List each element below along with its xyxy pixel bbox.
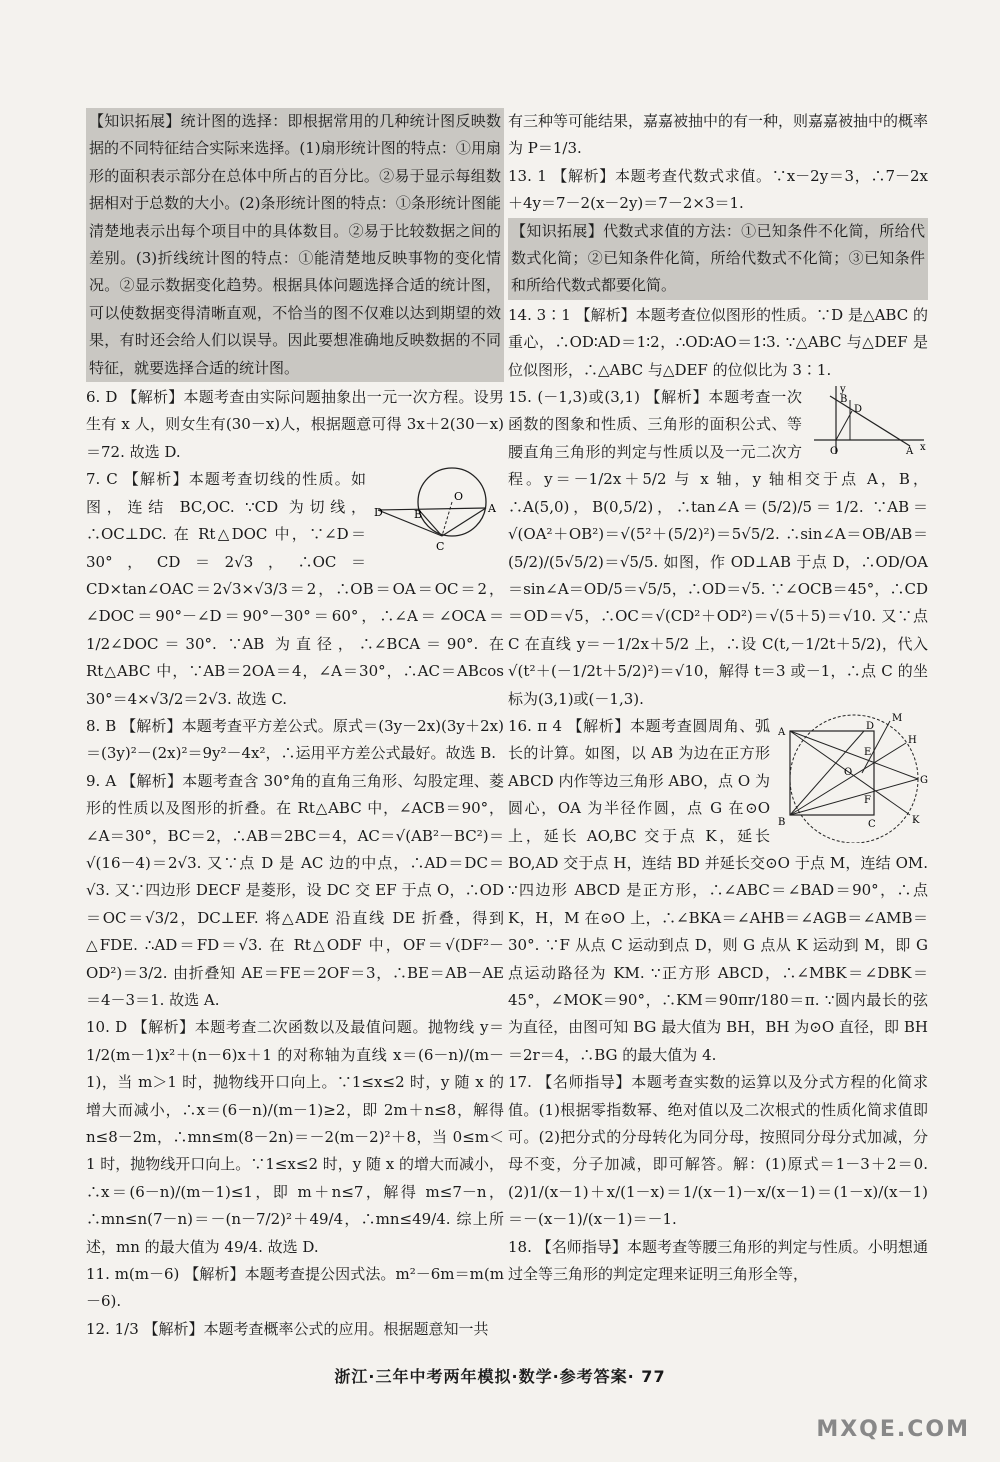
answer-7-text: 7. C 【解析】本题考查切线的性质。如图，连结 BC,OC. ∵CD 为切线，∴OC⊥DC. 在 Rt△DOC 中，∵∠D＝30°，CD＝2√3，∴OC＝CD×tan∠OAC＝2√3×√3/3＝2，∴OB＝OA＝OC＝2，∠DOC＝90°－∠D＝90°－30°＝60°，∴∠A＝∠OCA＝1/2∠DOC＝30°. ∵AB 为直径，∴∠BCA＝90°. 在 Rt△ABC 中，∵AB＝2OA＝4，∠A＝30°，∴AC＝ABcos 30°＝4×√3/2＝2√3. 故选 C. — [86, 470, 504, 708]
circle-tangent-figure — [374, 466, 504, 556]
fig7-label-a: A — [488, 502, 496, 516]
fig15-label-d: D — [854, 404, 863, 416]
knowledge-extension-stats: 【知识拓展】统计图的选择：即根据常用的几种统计图反映数据的不同特征结合实际来选择。(1)扇形统计图的特点：①用扇形的面积表示部分在总体中所占的百分比。②易于显示每组数据相对于总数的大小。(2)条形统计图的特点：①条形统计图能清楚地表示出每个项目中的具体数目。②易于比较数据之间的差别。(3)折线统计图的特点：①能清楚地反映事物的变化情况。②显示数据变化趋势。根据具体问题选择合适的统计图，可以使数据变得清晰直观，不恰当的图不仅难以达到期望的效果，有时还会给人们以误导。因此要想准确地反映数据的不同特征，就要选择合适的统计图。 — [86, 108, 504, 382]
watermark: MXQE.COM — [816, 1417, 970, 1442]
answer-15-text: 15. (－1,3)或(3,1) 【解析】本题考查一次函数的图象和性质、三角形的面积公式、等腰直角三角形的判定与性质以及一元二次方程。y＝－1/2x＋5/2 与 x 轴，y 轴相交于点 A，B，∴A(5,0)，B(0,5/2)，∴tan∠A＝(5/2)/5＝1/2. ∵AB＝√(OA²＋OB²)＝√(5²＋(5/2)²)＝5√5/2. ∴sin∠A＝OB/AB＝(5/2)/(5√5/2)＝√5/5. 如图，作 OD⊥AB 于点 D，∴OD/OA＝sin∠A＝OD/5＝√5/5，∴OD＝√5. ∵∠OCB＝45°，∴CD＝OD＝√5，∴OC＝√(CD²＋OD²)＝√(5＋5)＝√10. 又∵点 C 在直线 y＝－1/2x＋5/2 上，∴设 C(t,－1/2t＋5/2)，代入 √(t²＋(－1/2t＋5/2)²)＝√10，解得 t＝3 或－1，∴点 C 的坐标为(3,1)或(－1,3). — [508, 388, 928, 708]
answer-11: 11. m(m－6) 【解析】本题考查提公因式法。m²－6m＝m(m－6). — [86, 1265, 504, 1311]
fig15-label-a: A — [906, 446, 914, 458]
knowledge-extension-algebra: 【知识拓展】代数式求值的方法：①已知条件不化简，所给代数式化简；②已知条件化简，所给代数式不化简；③已知条件和所给代数式都要化简。 — [508, 218, 928, 300]
page-footer: 浙江·三年中考两年模拟·数学·参考答案· 77 — [334, 1367, 666, 1386]
square-circle-figure — [778, 713, 928, 843]
answer-12-continued: 有三种等可能结果，嘉嘉被抽中的有一种，则嘉嘉被抽中的概率为 P＝1/3. — [508, 112, 929, 158]
answer-16-text: 16. π 4 【解析】本题考查圆周角、弧长的计算。如图，以 AB 为边在正方形 ABCD 内作等边三角形 ABO，点 O 为圆心，OA 为半径作圆，点 G 在⊙O 上，延长 AO,BC 交于点 K，延长 BO,AD 交于点 H，连结 BD 并延长交⊙O 于点 M，连结 OM. ∵四边形 ABCD 是正方形，∴∠ABC＝∠BAD＝90°，∴点 K，H，M 在⊙O 上，∴∠BKA＝∠AHB＝∠AGB＝∠AMB＝30°. ∵F 从点 C 运动到点 D，则 G 点从 K 运动到 M，即 G 点运动路径为 KM. ∵正方形 ABCD，∴∠MBK＝∠DBK＝45°，∠MOK＝90°，∴KM＝90πr/180＝π. ∵圆内最长的弦为直径，由图可知 BG 最大值为 BH，BH 为⊙O 直径，即 BH＝2r＝4，∴BG 的最大值为 4. — [508, 716, 928, 1064]
answer-16 — [508, 713, 928, 1069]
fig7-label-o: O — [454, 490, 464, 504]
fig16-label-m: M — [892, 712, 903, 724]
answer-14: 14. 3∶1 【解析】本题考查位似图形的性质。∵D 是△ABC 的重心，∴OD∶AD＝1∶2，∴OD∶AO＝1∶3. ∵△ABC 与△DEF 是位似图形，∴△ABC 与△DEF 的位似比为 3∶1. — [508, 305, 928, 379]
fig15-label-x: x — [920, 442, 926, 454]
left-column — [86, 108, 504, 1343]
answer-7 — [86, 466, 504, 713]
fig7-label-b: B — [414, 508, 423, 522]
answer-9: 9. A 【解析】本题考查含 30°角的直角三角形、勾股定理、菱形的性质以及图形的折叠。在 Rt△ABC 中，∠ACB＝90°，∠A＝30°，BC＝2，∴AB＝2BC＝4，AC＝√(AB²－BC²)＝√(16－4)＝2√3. 又∵点 D 是 AC 边的中点，∴AD＝DC＝√3. 又∵四边形 DECF 是菱形，设 DC 交 EF 于点 O，∴OD＝OC＝√3/2，DC⊥EF. 将△ADE 沿直线 DE 折叠，得到△FDE. ∴AD＝FD＝√3. 在 Rt△ODF 中，OF＝√(DF²－OD²)＝3/2. 由折叠知 AE＝FE＝2OF＝3，∴BE＝AB－AE＝4－3＝1. 故选 A. — [86, 771, 504, 1009]
fig16-label-o: O — [844, 766, 853, 778]
fig16-label-b: B — [778, 816, 786, 828]
fig16-label-e: E — [864, 746, 872, 758]
fig16-label-h: H — [908, 734, 917, 746]
answer-8: 8. B 【解析】本题考查平方差公式。原式＝(3y－2x)(3y＋2x)＝(3y)²－(2x)²＝9y²－4x²，∴运用平方差公式最好。故选 B. — [86, 716, 504, 763]
fig16-label-g: G — [920, 774, 928, 786]
answer-6: 6. D 【解析】本题考查由实际问题抽象出一元一次方程。设男生有 x 人，则女生有(30－x)人，根据题意可得 3x＋2(30－x)＝72. 故选 D. — [86, 388, 504, 461]
fig7-label-d: D — [374, 506, 383, 520]
fig16-label-c: C — [868, 818, 876, 830]
answer-15 — [508, 384, 928, 713]
fig15-label-b: B — [840, 394, 848, 406]
answer-17: 17. 【名师指导】本题考查实数的运算以及分式方程的化简求值。(1)根据零指数幂、绝对值以及二次根式的性质化简求值即可。(2)把分式的分母转化为同分母，按照同分母分式加减，分母不变，分子加减，即可解答。解：(1)原式＝1－3＋2＝0. (2)1/(x－1)＋x/(1－x)＝1/(x－1)－x/(x－1)＝(1－x)/(x－1)＝－(x－1)/(x－1)＝－1. — [508, 1073, 928, 1229]
fig7-label-c: C — [436, 540, 445, 554]
fig16-label-k: K — [912, 814, 920, 826]
linear-function-figure — [810, 384, 928, 458]
right-column — [508, 108, 928, 1288]
answer-10: 10. D 【解析】本题考查二次函数以及最值问题。抛物线 y＝1/2(m－1)x²＋(n－6)x＋1 的对称轴为直线 x＝(6－n)/(m－1)，当 m＞1 时，抛物线开口向上。∵1≤x≤2 时，y 随 x 的增大而减小，∴x＝(6－n)/(m－1)≥2，即 2m＋n≤8，解得 n≤8－2m，∴mn≤m(8－2n)＝－2(m－2)²＋8，当 0≤m＜1 时，抛物线开口向上。∵1≤x≤2 时，y 随 x 的增大而减小，∴x＝(6－n)/(m－1)≤1，即 m＋n≤7，解得 m≤7－n，∴mn≤n(7－n)＝－(n－7/2)²＋49/4，∴mn≤49/4. 综上所述，mn 的最大值为 49/4. 故选 D. — [86, 1018, 505, 1256]
answer-18: 18. 【名师指导】本题考查等腰三角形的判定与性质。小明想通过全等三角形的判定定理来证明三角形全等， — [508, 1237, 928, 1284]
fig16-label-f: F — [864, 794, 871, 806]
fig16-label-d: D — [866, 720, 875, 732]
answer-12: 12. 1/3 【解析】本题考查概率公式的应用。根据题意知一共 — [86, 1319, 489, 1338]
fig15-label-y: y — [840, 384, 846, 396]
fig15-label-o: O — [830, 446, 839, 458]
fig16-label-a: A — [778, 726, 786, 738]
answer-13: 13. 1 【解析】本题考查代数式求值。∵x－2y＝3，∴7－2x＋4y＝7－2(x－2y)＝7－2×3＝1. — [508, 166, 928, 213]
